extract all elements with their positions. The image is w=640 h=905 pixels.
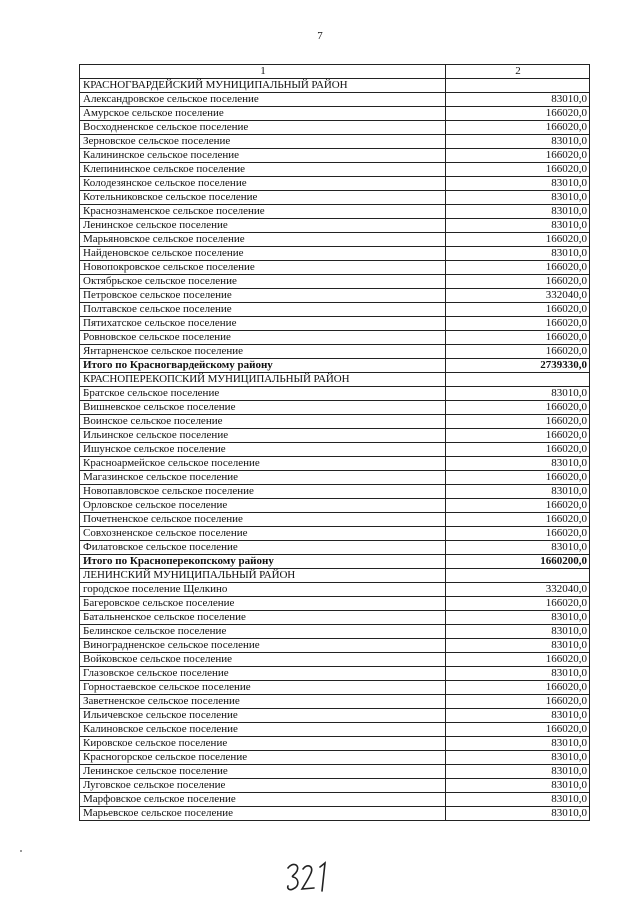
amount-cell: 83010,0 [446,793,590,807]
settlement-name-cell: Почетненское сельское поселение [80,513,446,527]
table-row [80,219,590,233]
amount-cell: 166020,0 [446,331,590,345]
table-row [80,667,590,681]
table-row [80,205,590,219]
district-header-row [80,569,590,583]
table-header-row [80,65,590,79]
amount-cell: 83010,0 [446,807,590,821]
settlement-name-cell: Ленинское сельское поселение [80,765,446,779]
settlement-name-cell: Новопокровское сельское поселение [80,261,446,275]
settlement-name-cell: Ровновское сельское поселение [80,331,446,345]
amount-cell: 166020,0 [446,275,590,289]
table-row [80,233,590,247]
table-row [80,653,590,667]
amount-cell: 166020,0 [446,233,590,247]
amount-cell: 83010,0 [446,205,590,219]
settlement-name-cell: городское поселение Щелкино [80,583,446,597]
settlement-name-cell: Кировское сельское поселение [80,737,446,751]
table-row [80,751,590,765]
amount-cell: 166020,0 [446,107,590,121]
amount-cell: 166020,0 [446,513,590,527]
amount-cell: 166020,0 [446,597,590,611]
amount-cell: 83010,0 [446,387,590,401]
settlement-name-cell: Совхозненское сельское поселение [80,527,446,541]
amount-cell: 83010,0 [446,779,590,793]
table-body [80,65,590,821]
settlement-name-cell: Калиновское сельское поселение [80,723,446,737]
table-row [80,625,590,639]
amount-cell: 166020,0 [446,303,590,317]
amount-cell: 166020,0 [446,527,590,541]
settlement-name-cell: Амурское сельское поселение [80,107,446,121]
district-header-row [80,79,590,93]
table-row [80,681,590,695]
settlement-name-cell: Братское сельское поселение [80,387,446,401]
table-row [80,737,590,751]
settlement-name-cell: Новопавловское сельское поселение [80,485,446,499]
amount-cell: 166020,0 [446,443,590,457]
amount-cell: 166020,0 [446,401,590,415]
district-name-cell: КРАСНОГВАРДЕЙСКИЙ МУНИЦИПАЛЬНЫЙ РАЙОН [80,79,446,93]
amount-cell: 166020,0 [446,499,590,513]
settlement-name-cell: Котельниковское сельское поселение [80,191,446,205]
amount-cell: 83010,0 [446,135,590,149]
table-row [80,177,590,191]
table-row [80,471,590,485]
amount-cell: 166020,0 [446,121,590,135]
settlement-name-cell: Марьяновское сельское поселение [80,233,446,247]
settlement-name-cell: Вишневское сельское поселение [80,401,446,415]
settlement-name-cell: Зерновское сельское поселение [80,135,446,149]
table-row [80,261,590,275]
page-number: 7 [317,30,323,42]
amount-cell: 83010,0 [446,93,590,107]
table-row [80,541,590,555]
table-row [80,583,590,597]
settlement-name-cell: Итого по Красногвардейскому району [80,359,446,373]
settlement-name-cell: Марьевское сельское поселение [80,807,446,821]
amount-cell: 332040,0 [446,289,590,303]
table-row [80,107,590,121]
column-header-2: 2 [446,65,590,79]
amount-cell: 83010,0 [446,639,590,653]
amount-cell: 332040,0 [446,583,590,597]
settlement-name-cell: Колодезянское сельское поселение [80,177,446,191]
settlement-name-cell: Багеровское сельское поселение [80,597,446,611]
table-row [80,513,590,527]
table-row [80,499,590,513]
settlement-name-cell: Калининское сельское поселение [80,149,446,163]
scan-mark [20,850,22,852]
district-header-row [80,373,590,387]
settlement-name-cell: Белинское сельское поселение [80,625,446,639]
amount-cell: 2739330,0 [446,359,590,373]
settlement-name-cell: Найденовское сельское поселение [80,247,446,261]
settlement-name-cell: Ильичевское сельское поселение [80,709,446,723]
settlement-name-cell: Клепининское сельское поселение [80,163,446,177]
amount-cell: 83010,0 [446,611,590,625]
table-row [80,191,590,205]
table-row [80,709,590,723]
district-name-cell: ЛЕНИНСКИЙ МУНИЦИПАЛЬНЫЙ РАЙОН [80,569,446,583]
table-row [80,401,590,415]
table-row [80,765,590,779]
settlement-name-cell: Войковское сельское поселение [80,653,446,667]
settlement-name-cell: Заветненское сельское поселение [80,695,446,709]
settlement-name-cell: Красногорское сельское поселение [80,751,446,765]
table-row [80,345,590,359]
settlement-name-cell: Орловское сельское поселение [80,499,446,513]
amount-cell: 166020,0 [446,681,590,695]
table-row [80,247,590,261]
table-row [80,779,590,793]
settlement-name-cell: Пятихатское сельское поселение [80,317,446,331]
settlement-name-cell: Янтарненское сельское поселение [80,345,446,359]
settlement-name-cell: Виноградненское сельское поселение [80,639,446,653]
amount-cell: 166020,0 [446,429,590,443]
table-row [80,415,590,429]
settlement-name-cell: Магазинское сельское поселение [80,471,446,485]
table-row [80,317,590,331]
allocation-table [79,64,590,821]
settlement-name-cell: Марфовское сельское поселение [80,793,446,807]
total-row [80,359,590,373]
table-row [80,807,590,821]
settlement-name-cell: Ильинское сельское поселение [80,429,446,443]
table-row [80,303,590,317]
amount-cell [446,569,590,583]
settlement-name-cell: Итого по Красноперекопскому району [80,555,446,569]
amount-cell: 166020,0 [446,163,590,177]
settlement-name-cell: Луговское сельское поселение [80,779,446,793]
settlement-name-cell: Петровское сельское поселение [80,289,446,303]
settlement-name-cell: Филатовское сельское поселение [80,541,446,555]
table-row [80,387,590,401]
amount-cell: 83010,0 [446,191,590,205]
settlement-name-cell: Полтавское сельское поселение [80,303,446,317]
table-row [80,611,590,625]
amount-cell: 166020,0 [446,415,590,429]
amount-cell: 166020,0 [446,317,590,331]
settlement-name-cell: Краснознаменское сельское поселение [80,205,446,219]
table-row [80,163,590,177]
table-row [80,723,590,737]
amount-cell: 83010,0 [446,485,590,499]
amount-cell [446,79,590,93]
amount-cell: 83010,0 [446,751,590,765]
handwritten-page-number [284,858,334,894]
settlement-name-cell: Октябрьское сельское поселение [80,275,446,289]
amount-cell: 166020,0 [446,345,590,359]
settlement-name-cell: Батальненское сельское поселение [80,611,446,625]
table-row [80,793,590,807]
amount-cell: 166020,0 [446,261,590,275]
amount-cell [446,373,590,387]
amount-cell: 166020,0 [446,653,590,667]
settlement-name-cell: Горностаевское сельское поселение [80,681,446,695]
amount-cell: 1660200,0 [446,555,590,569]
amount-cell: 83010,0 [446,457,590,471]
amount-cell: 83010,0 [446,709,590,723]
table-row [80,135,590,149]
amount-cell: 166020,0 [446,695,590,709]
settlement-name-cell: Восходненское сельское поселение [80,121,446,135]
table-row [80,527,590,541]
district-name-cell: КРАСНОПЕРЕКОПСКИЙ МУНИЦИПАЛЬНЫЙ РАЙОН [80,373,446,387]
table-row [80,331,590,345]
settlement-name-cell: Воинское сельское поселение [80,415,446,429]
amount-cell: 83010,0 [446,765,590,779]
table-row [80,639,590,653]
amount-cell: 83010,0 [446,219,590,233]
table-row [80,275,590,289]
settlement-name-cell: Глазовское сельское поселение [80,667,446,681]
table-row [80,121,590,135]
amount-cell: 83010,0 [446,177,590,191]
amount-cell: 166020,0 [446,149,590,163]
settlement-name-cell: Александровское сельское поселение [80,93,446,107]
amount-cell: 83010,0 [446,625,590,639]
table-row [80,93,590,107]
table-row [80,457,590,471]
table-row [80,289,590,303]
amount-cell: 83010,0 [446,247,590,261]
table-row [80,149,590,163]
table-row [80,695,590,709]
column-header-1: 1 [80,65,446,79]
amount-cell: 83010,0 [446,737,590,751]
settlement-name-cell: Ленинское сельское поселение [80,219,446,233]
settlement-name-cell: Красноармейское сельское поселение [80,457,446,471]
amount-cell: 166020,0 [446,471,590,485]
table-row [80,429,590,443]
amount-cell: 83010,0 [446,667,590,681]
table-row [80,485,590,499]
amount-cell: 166020,0 [446,723,590,737]
amount-cell: 83010,0 [446,541,590,555]
settlement-name-cell: Ишунское сельское поселение [80,443,446,457]
table-row [80,443,590,457]
table-row [80,597,590,611]
total-row [80,555,590,569]
